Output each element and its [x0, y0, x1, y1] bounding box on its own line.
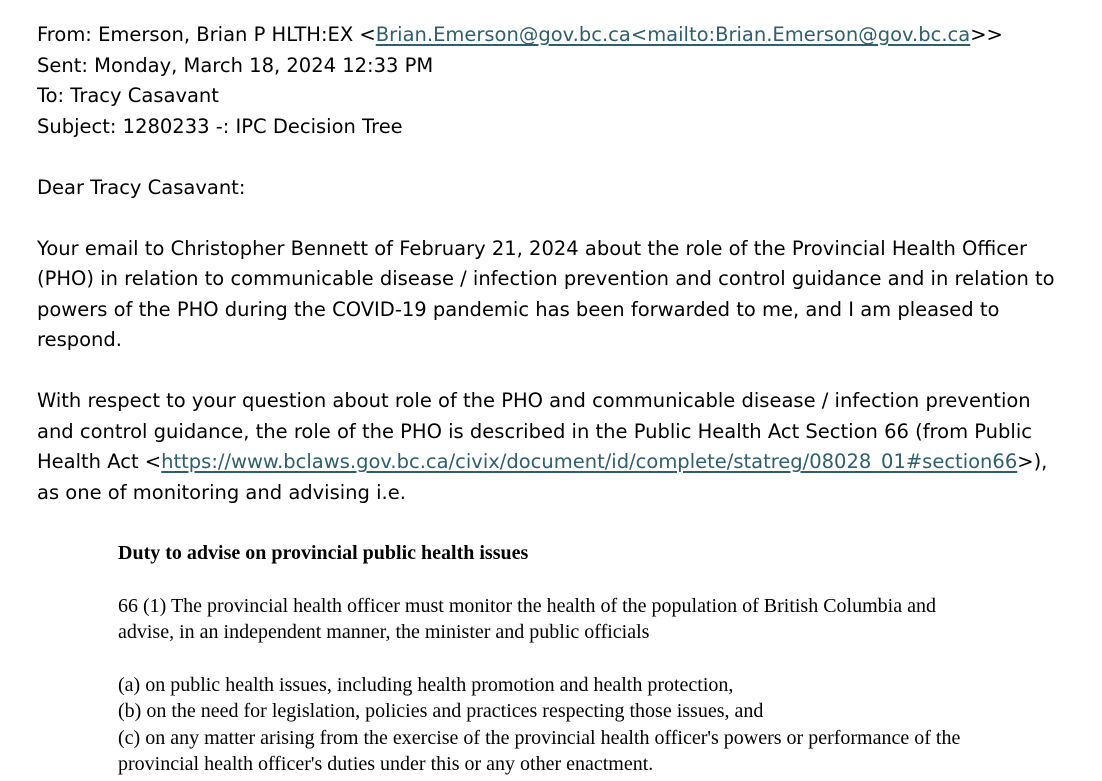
- email-message: [37, 20, 1097, 508]
- paragraph-2-line-2: and control guidance, the role of the PHO is described in the Public Health Act Section 66 (from Public: [37, 419, 1032, 443]
- sent-line: Sent: Monday, March 18, 2024 12:33 PM: [37, 53, 434, 77]
- quote-title: Duty to advise on provincial public health issues: [118, 542, 529, 564]
- paragraph-1-line-1: Your email to Christopher Bennett of February 21, 2024 about the role of the Provincial Health Officer: [37, 236, 1027, 260]
- spacer: [118, 646, 1098, 672]
- paragraph-1-line-3: powers of the PHO during the COVID-19 pandemic has been forwarded to me, and I am pleased to: [37, 297, 1000, 321]
- greeting: Dear Tracy Casavant:: [37, 175, 246, 199]
- spacer: [37, 356, 1097, 387]
- link-prefix: Health Act <: [37, 450, 162, 473]
- item-a: (a) on public health issues, including health promotion and health protection,: [118, 673, 734, 696]
- item-c-line-1: (c) on any matter arising from the exercise of the provincial health officer's powers or performance of the: [118, 726, 961, 749]
- section-66-line-2: advise, in an independent manner, the minister and public officials: [118, 621, 650, 643]
- to-line: To: Tracy Casavant: [37, 84, 219, 107]
- from-suffix: >>: [970, 23, 1003, 46]
- paragraph-1-line-4: respond.: [37, 328, 122, 351]
- item-b: (b) on the need for legislation, policies and practices respecting those issues, and: [118, 700, 764, 722]
- quoted-legislation: [118, 540, 1098, 778]
- section-66-line-1: 66 (1) The provincial health officer must monitor the health of the population of British Columbia and: [118, 594, 936, 617]
- spacer: [118, 567, 1098, 593]
- paragraph-2-line-1: With respect to your question about role of the PHO and communicable disease / infection prevention: [37, 389, 1031, 412]
- public-health-act-link[interactable]: https://www.bclaws.gov.bc.ca/civix/document/id/complete/statreg/08028_01#section66: [161, 450, 1018, 473]
- from-prefix: From: Emerson, Brian P HLTH:EX <: [37, 23, 376, 46]
- spacer: [37, 142, 1097, 173]
- item-c-line-2: provincial health officer's duties under this or any other enactment.: [118, 753, 654, 775]
- paragraph-2-line-3: [37, 447, 1097, 478]
- subject-line: Subject: 1280233 -: IPC Decision Tree: [37, 114, 403, 138]
- sender-email-link[interactable]: Brian.Emerson@gov.bc.ca<mailto:Brian.Emerson@gov.bc.ca: [375, 23, 971, 46]
- spacer: [37, 203, 1097, 234]
- paragraph-2-line-4: as one of monitoring and advising i.e.: [37, 480, 406, 504]
- paragraph-1-line-2: (PHO) in relation to communicable disease / infection prevention and control guidance and in relation to: [37, 267, 1055, 290]
- link-suffix: >),: [1017, 450, 1048, 473]
- from-line: [37, 20, 1097, 51]
